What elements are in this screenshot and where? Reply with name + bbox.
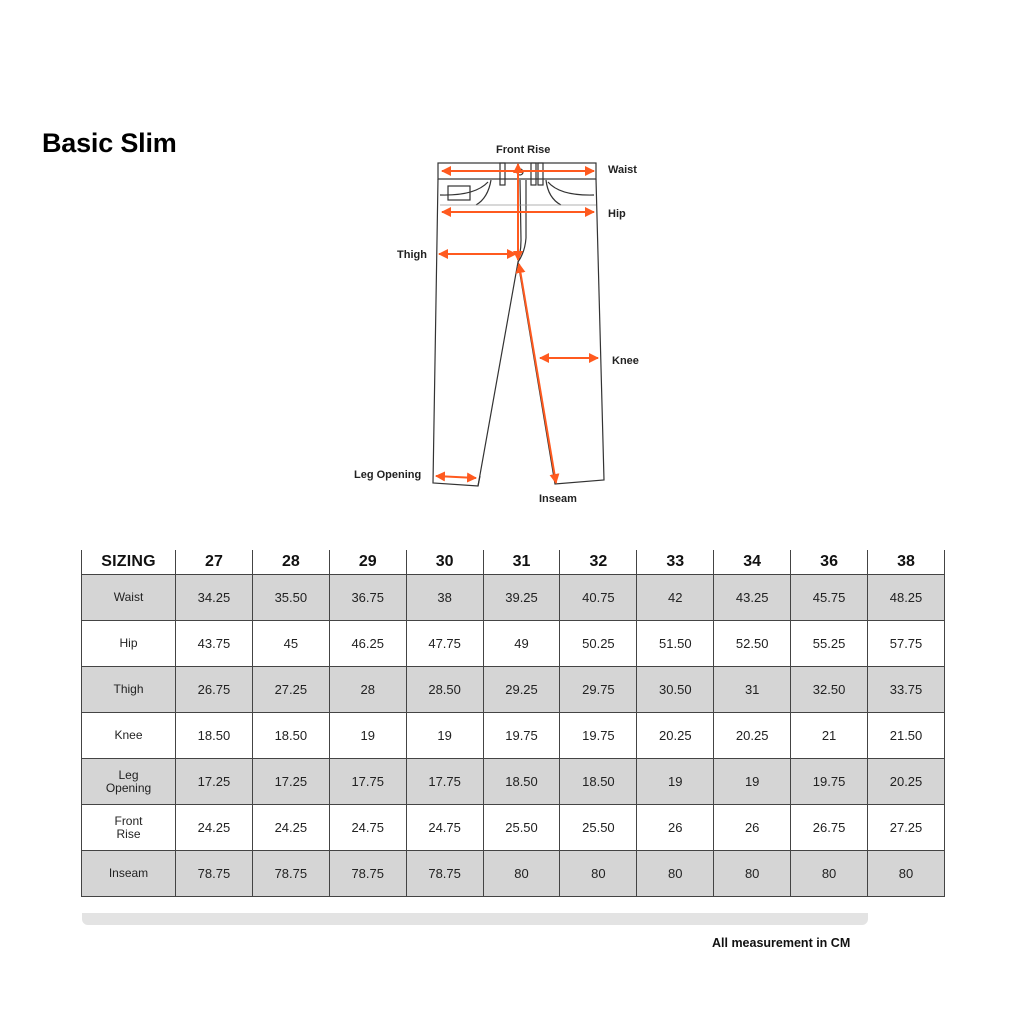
table-cell: 80 xyxy=(483,851,560,897)
table-cell: 57.75 xyxy=(868,621,945,667)
table-cell: 20.25 xyxy=(868,759,945,805)
table-cell: 20.25 xyxy=(637,713,714,759)
table-cell: 48.25 xyxy=(868,575,945,621)
row-label xyxy=(82,805,176,851)
table-cell: 19 xyxy=(637,759,714,805)
table-cell: 27.25 xyxy=(252,667,329,713)
size-header-27: 27 xyxy=(176,550,253,575)
inseam-arrow xyxy=(519,264,556,483)
row-label xyxy=(82,575,176,621)
row-label-line: Knee xyxy=(114,728,143,742)
table-cell: 80 xyxy=(560,851,637,897)
table-cell: 80 xyxy=(868,851,945,897)
row-label xyxy=(82,759,176,805)
table-cell: 51.50 xyxy=(637,621,714,667)
table-cell: 24.75 xyxy=(406,805,483,851)
table-cell: 49 xyxy=(483,621,560,667)
row-label xyxy=(82,621,176,667)
size-header-36: 36 xyxy=(791,550,868,575)
table-cell: 19 xyxy=(329,713,406,759)
table-cell: 80 xyxy=(714,851,791,897)
label-knee: Knee xyxy=(612,355,639,367)
table-cell: 25.50 xyxy=(560,805,637,851)
size-header-row xyxy=(82,550,945,575)
table-cell: 40.75 xyxy=(560,575,637,621)
table-cell: 28 xyxy=(329,667,406,713)
table-row xyxy=(82,805,945,851)
size-header-32: 32 xyxy=(560,550,637,575)
row-label-line: Waist xyxy=(113,590,144,604)
table-cell: 17.25 xyxy=(176,759,253,805)
size-header-33: 33 xyxy=(637,550,714,575)
table-cell: 78.75 xyxy=(252,851,329,897)
row-label-line: Thigh xyxy=(113,682,144,696)
row-label xyxy=(82,667,176,713)
table-cell: 21 xyxy=(791,713,868,759)
table-cell: 33.75 xyxy=(868,667,945,713)
table-cell: 19.75 xyxy=(483,713,560,759)
size-header-30: 30 xyxy=(406,550,483,575)
label-inseam: Inseam xyxy=(539,493,577,505)
table-row xyxy=(82,851,945,897)
row-label xyxy=(82,851,176,897)
table-cell: 17.75 xyxy=(329,759,406,805)
table-row xyxy=(82,575,945,621)
size-header-29: 29 xyxy=(329,550,406,575)
measurement-arrows xyxy=(436,164,598,483)
table-cell: 32.50 xyxy=(791,667,868,713)
table-cell: 34.25 xyxy=(176,575,253,621)
table-cell: 36.75 xyxy=(329,575,406,621)
table-cell: 46.25 xyxy=(329,621,406,667)
size-header-38: 38 xyxy=(868,550,945,575)
table-cell: 25.50 xyxy=(483,805,560,851)
row-label-line: Hip xyxy=(119,636,138,650)
table-cell: 26.75 xyxy=(176,667,253,713)
table-cell: 18.50 xyxy=(560,759,637,805)
table-cell: 18.50 xyxy=(483,759,560,805)
label-leg-opening: Leg Opening xyxy=(354,469,422,481)
table-cell: 27.25 xyxy=(868,805,945,851)
table-cell: 42 xyxy=(637,575,714,621)
table-cell: 45.75 xyxy=(791,575,868,621)
measurement-unit-note: All measurement in CM xyxy=(712,936,851,950)
table-row xyxy=(82,713,945,759)
table-cell: 18.50 xyxy=(176,713,253,759)
table-row xyxy=(82,621,945,667)
table-cell: 19 xyxy=(406,713,483,759)
table-cell: 19 xyxy=(714,759,791,805)
label-waist: Waist xyxy=(608,164,637,176)
table-cell: 38 xyxy=(406,575,483,621)
table-cell: 28.50 xyxy=(406,667,483,713)
size-header-28: 28 xyxy=(252,550,329,575)
table-cell: 19.75 xyxy=(791,759,868,805)
table-cell: 24.25 xyxy=(176,805,253,851)
table-cell: 26.75 xyxy=(791,805,868,851)
table-cell: 21.50 xyxy=(868,713,945,759)
table-cell: 26 xyxy=(714,805,791,851)
table-cell: 43.25 xyxy=(714,575,791,621)
table-row xyxy=(82,667,945,713)
label-front-rise: Front Rise xyxy=(496,144,551,156)
row-label xyxy=(82,713,176,759)
table-cell: 55.25 xyxy=(791,621,868,667)
row-label-line: Opening xyxy=(105,780,152,795)
table-cell: 30.50 xyxy=(637,667,714,713)
table-cell: 26 xyxy=(637,805,714,851)
table-cell: 18.50 xyxy=(252,713,329,759)
size-table-body xyxy=(82,575,945,897)
table-cell: 45 xyxy=(252,621,329,667)
table-cell: 78.75 xyxy=(406,851,483,897)
table-cell: 19.75 xyxy=(560,713,637,759)
table-cell: 20.25 xyxy=(714,713,791,759)
table-cell: 17.75 xyxy=(406,759,483,805)
leg-opening-arrow xyxy=(436,476,476,478)
label-hip: Hip xyxy=(608,208,626,220)
sizing-header: SIZING xyxy=(82,550,176,575)
table-cell: 24.75 xyxy=(329,805,406,851)
table-cell: 78.75 xyxy=(329,851,406,897)
size-chart-table xyxy=(81,550,945,897)
table-row xyxy=(82,759,945,805)
table-cell: 17.25 xyxy=(252,759,329,805)
table-cell: 39.25 xyxy=(483,575,560,621)
table-cell: 43.75 xyxy=(176,621,253,667)
label-thigh: Thigh xyxy=(397,249,427,261)
row-label-line: Leg xyxy=(118,767,139,782)
table-cell: 78.75 xyxy=(176,851,253,897)
page-title: Basic Slim xyxy=(42,128,177,158)
row-label-line: Front xyxy=(114,813,143,828)
size-header-31: 31 xyxy=(483,550,560,575)
table-cell: 47.75 xyxy=(406,621,483,667)
row-label-line: Inseam xyxy=(108,866,149,880)
table-cell: 80 xyxy=(791,851,868,897)
table-cell: 24.25 xyxy=(252,805,329,851)
table-cell: 35.50 xyxy=(252,575,329,621)
row-label-line: Rise xyxy=(116,826,141,841)
table-cell: 31 xyxy=(714,667,791,713)
table-cell: 80 xyxy=(637,851,714,897)
table-cell: 52.50 xyxy=(714,621,791,667)
table-cell: 29.25 xyxy=(483,667,560,713)
size-header-34: 34 xyxy=(714,550,791,575)
table-cell: 29.75 xyxy=(560,667,637,713)
table-cell: 50.25 xyxy=(560,621,637,667)
horizontal-scrollbar[interactable] xyxy=(82,913,868,925)
